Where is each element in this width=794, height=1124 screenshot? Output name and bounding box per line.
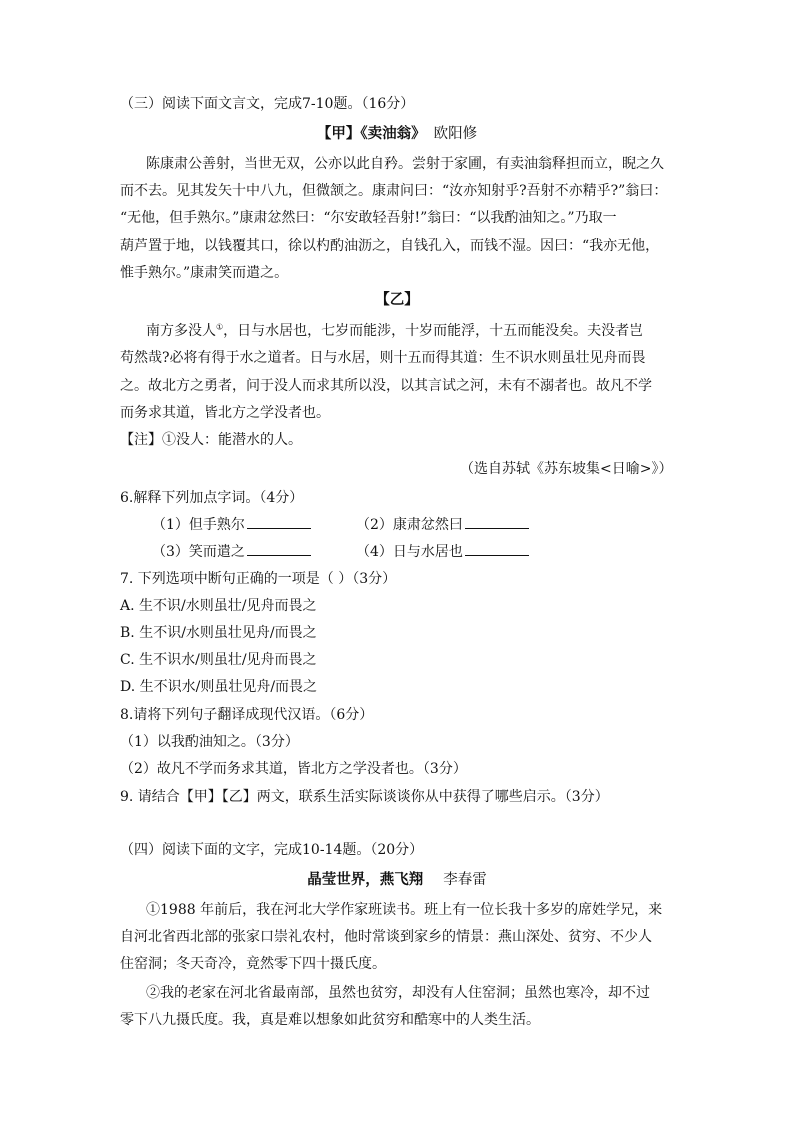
- sec4-p1-line-3: 住窑洞；冬天奇冷，竟然零下四十摄氏度。: [120, 956, 386, 972]
- q7-stem: 7. 下列选项中断句正确的一项是（ ）（3分）: [120, 571, 397, 587]
- jia-title-line: [0, 124, 794, 144]
- yi-note: 【注】①没人：能潜水的人。: [120, 432, 302, 448]
- yi-line-3: 之。故北方之勇者，问于没人而求其所以没，以其言试之河，未有不溺者也。故凡不学: [120, 378, 652, 394]
- section-3-heading: （三）阅读下面文言文，完成7-10题。（16分）: [120, 96, 415, 112]
- jia-author: 欧阳修: [433, 126, 478, 142]
- q6-item-3: [152, 542, 311, 562]
- q6-item-2: [356, 515, 529, 535]
- footnote-marker: ①: [216, 322, 224, 332]
- q7-option-d[interactable]: D. 生不识水/则虽壮见舟/而畏之: [120, 679, 318, 695]
- q6-answer-blank-1[interactable]: [247, 516, 311, 529]
- q6-item-3-text: （3）笑而遣之: [152, 544, 245, 560]
- jia-line-2: 而不去。见其发矢十中八九，但微颔之。康肃问曰：“汝亦知射乎?吾射不亦精乎?”翁曰：: [120, 183, 668, 199]
- sec4-p1-line-1: ①1988 年前后，我在河北大学作家班读书。班上有一位长我十多岁的席姓学兄，来: [146, 902, 663, 918]
- q6-stem: 6.解释下列加点字词。（4分）: [120, 490, 304, 506]
- yi-title: 【乙】: [375, 292, 419, 308]
- section-4-heading: （四）阅读下面的文字，完成10-14题。（20分）: [120, 842, 424, 858]
- q6-item-1: [152, 515, 311, 535]
- yi-title-line: [0, 290, 794, 310]
- yi-line-4: 而务求其道，皆北方之学没者也。: [120, 405, 330, 421]
- q7-option-a[interactable]: A. 生不识/水则虽壮/见舟而畏之: [120, 598, 317, 614]
- sec4-p2-line-1: ②我的老家在河北省最南部，虽然也贫穷，却没有人住窑洞；虽然也寒冷，却不过: [146, 985, 650, 1001]
- q6-answer-blank-4[interactable]: [465, 543, 529, 556]
- jia-line-1: 陈康肃公善射，当世无双，公亦以此自矜。尝射于家圃，有卖油翁释担而立，睨之久: [146, 156, 664, 172]
- sec4-title-line: [0, 870, 794, 890]
- q8-item-2: （2）故凡不学而务求其道，皆北方之学没者也。（3分）: [120, 761, 467, 777]
- yi-line-1-b: ，日与水居也，七岁而能涉，十岁而能浮，十五而能没矣。夫没者岂: [223, 323, 644, 339]
- sec4-author: 李春雷: [443, 872, 487, 888]
- q6-answer-blank-2[interactable]: [465, 516, 529, 529]
- sec4-p2-line-2: 零下八九摄氏度。我，真是难以想象如此贫穷和酷寒中的人类生活。: [120, 1012, 540, 1028]
- jia-title: 【甲】《卖油翁》: [316, 126, 426, 142]
- jia-line-3: “无他，但手熟尔。”康肃忿然曰：“尔安敢轻吾射!”翁曰：“以我酌油知之。”乃取一: [120, 210, 617, 226]
- q7-option-b[interactable]: B. 生不识/水则虽壮见舟/而畏之: [120, 625, 317, 641]
- q8-item-1: （1）以我酌油知之。（3分）: [120, 734, 299, 750]
- sec4-title: 晶莹世界，燕飞翔: [307, 872, 424, 888]
- yi-line-2: 苟然哉?必将有得于水之道者。日与水居，则十五而得其道：生不识水则虽壮见舟而畏: [120, 350, 646, 366]
- jia-line-4: 葫芦置于地，以钱覆其口，徐以杓酌油沥之，自钱孔入，而钱不湿。因曰：“我亦无他，: [120, 238, 660, 254]
- q8-stem: 8.请将下列句子翻译成现代汉语。（6分）: [120, 707, 374, 723]
- q6-item-2-text: （2）康肃忿然曰: [356, 517, 463, 533]
- jia-line-5: 惟手熟尔。”康肃笑而遣之。: [120, 265, 289, 281]
- q9-stem: 9. 请结合【甲】【乙】两文，联系生活实际谈谈你从中获得了哪些启示。（3分）: [120, 789, 609, 805]
- q6-item-4-text: （4）日与水居也: [356, 544, 463, 560]
- q6-answer-blank-3[interactable]: [247, 543, 311, 556]
- yi-line-1: [146, 321, 643, 341]
- q6-item-1-text: （1）但手熟尔: [152, 517, 245, 533]
- yi-line-1-a: 南方多没人: [146, 323, 216, 339]
- yi-source: （选自苏轼《苏东坡集<日喻>》）: [460, 461, 673, 477]
- q6-item-4: [356, 542, 529, 562]
- q7-option-c[interactable]: C. 生不识水/则虽壮/见舟而畏之: [120, 652, 317, 668]
- sec4-p1-line-2: 自河北省西北部的张家口崇礼农村，他时常谈到家乡的情景：燕山深处、贫穷、不少人: [120, 929, 652, 945]
